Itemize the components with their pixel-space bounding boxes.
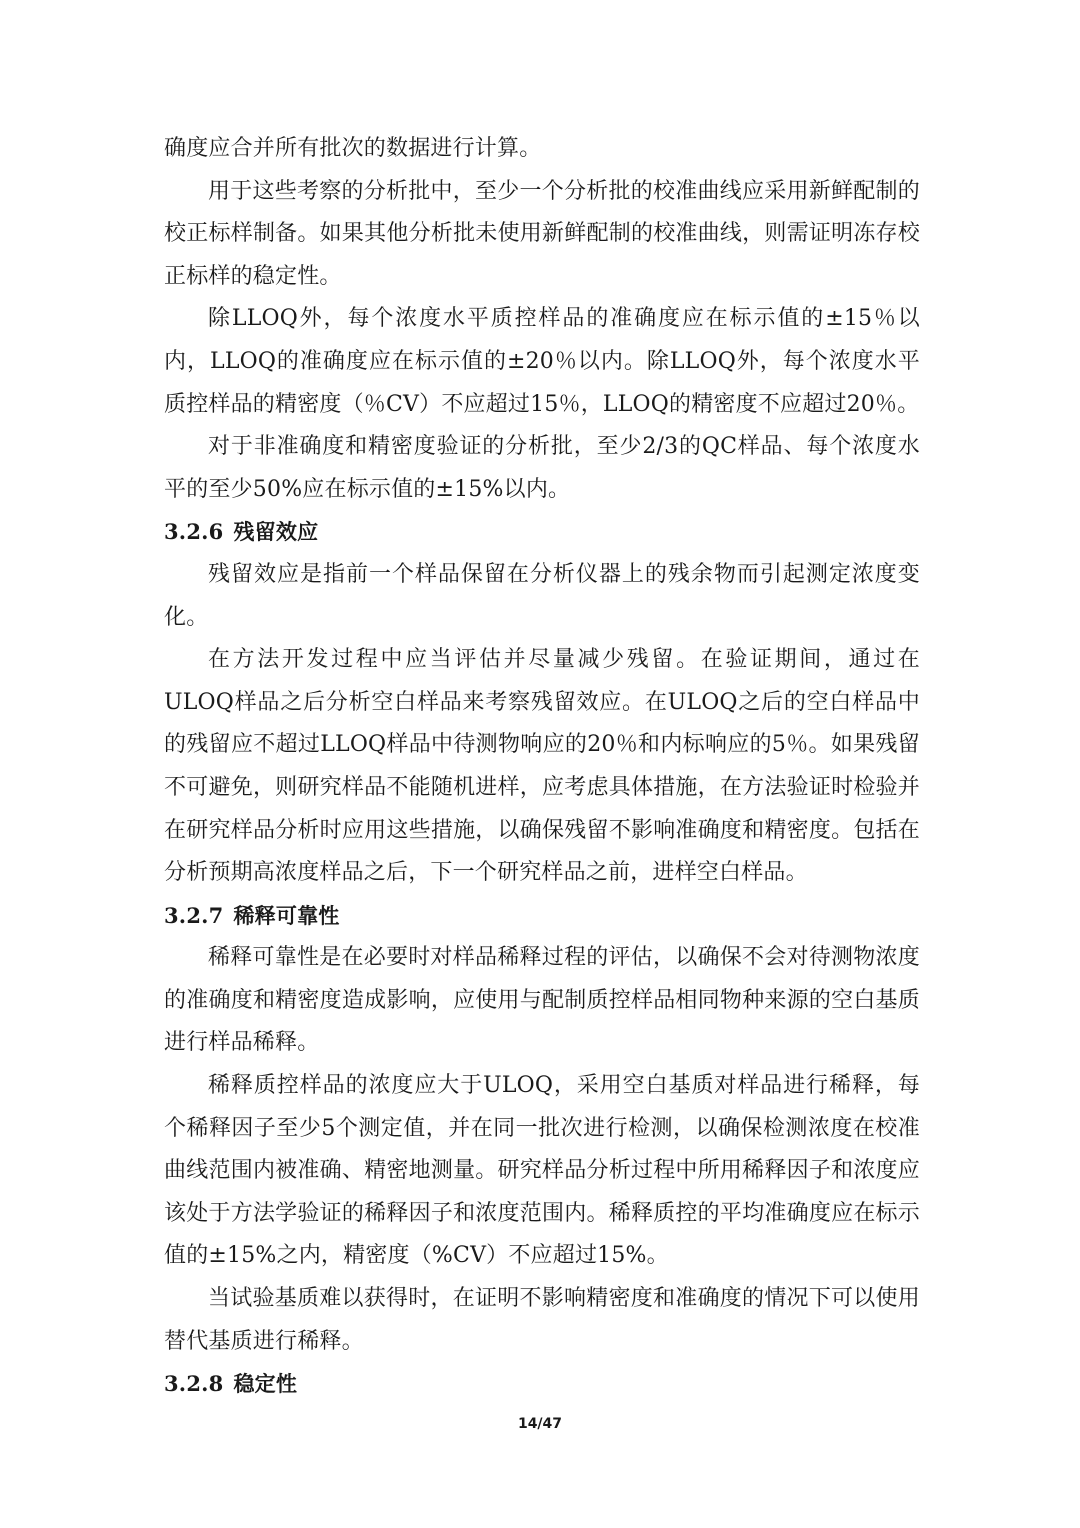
paragraph: 当试验基质难以获得时，在证明不影响精密度和准确度的情况下可以使用替代基质进行稀释。 [164, 1286, 920, 1354]
section-number: 3.2.6 [164, 519, 224, 545]
paragraph: 稀释可靠性是在必要时对样品稀释过程的评估，以确保不会对待测物浓度的准确度和精密度造成影响，应使用与配制质控样品相同物种来源的空白基质进行样品稀释。 [164, 945, 920, 1056]
section-number: 3.2.8 [164, 1371, 224, 1397]
paragraph: 确度应合并所有批次的数据进行计算。 [164, 136, 542, 161]
section-title: 残留效应 [233, 519, 319, 545]
section-heading-3-2-7 [164, 895, 920, 938]
section-heading-3-2-6 [164, 511, 920, 554]
section-title: 稀释可靠性 [233, 902, 340, 928]
paragraph: 在方法开发过程中应当评估并尽量减少残留。在验证期间，通过在ULOQ样品之后分析空白样品来考察残留效应。在ULOQ之后的空白样品中的残留应不超过LLOQ样品中待测物响应的20％和内标响应的5％。如果残留不可避免，则研究样品不能随机进样，应考虑具体措施，在方法验证时检验并在研究样品分析时应用这些措施，以确保残留不影响准确度和精密度。包括在分析预期高浓度样品之后，下一个研究样品之前，进样空白样品。 [164, 647, 920, 886]
section-number: 3.2.7 [164, 902, 224, 928]
paragraph: 稀释质控样品的浓度应大于ULOQ，采用空白基质对样品进行稀释，每个稀释因子至少5个测定值，并在同一批次进行检测，以确保检测浓度在校准曲线范围内被准确、精密地测量。研究样品分析过程中所用稀释因子和浓度应该处于方法学验证的稀释因子和浓度范围内。稀释质控的平均准确度应在标示值的±15%之内，精密度（%CV）不应超过15%。 [164, 1073, 920, 1269]
paragraph: 用于这些考察的分析批中，至少一个分析批的校准曲线应采用新鲜配制的校正标样制备。如果其他分析批未使用新鲜配制的校准曲线，则需证明冻存校正标样的稳定性。 [164, 178, 920, 289]
paragraph: 除LLOQ外，每个浓度水平质控样品的准确度应在标示值的±15％以内，LLOQ的准确度应在标示值的±20％以内。除LLOQ外，每个浓度水平质控样品的精密度（％CV）不应超过15％，LLOQ的精密度不应超过20％。 [164, 306, 920, 417]
paragraph: 残留效应是指前一个样品保留在分析仪器上的残余物而引起测定浓度变化。 [164, 561, 920, 630]
page-number: 14/47 [517, 1416, 563, 1432]
paragraph: 对于非准确度和精密度验证的分析批，至少2/3的QC样品、每个浓度水平的至少50%应在标示值的±15%以内。 [164, 434, 920, 502]
section-title: 稳定性 [233, 1371, 298, 1397]
section-heading-3-2-8 [164, 1363, 920, 1406]
document-body [164, 128, 920, 1406]
